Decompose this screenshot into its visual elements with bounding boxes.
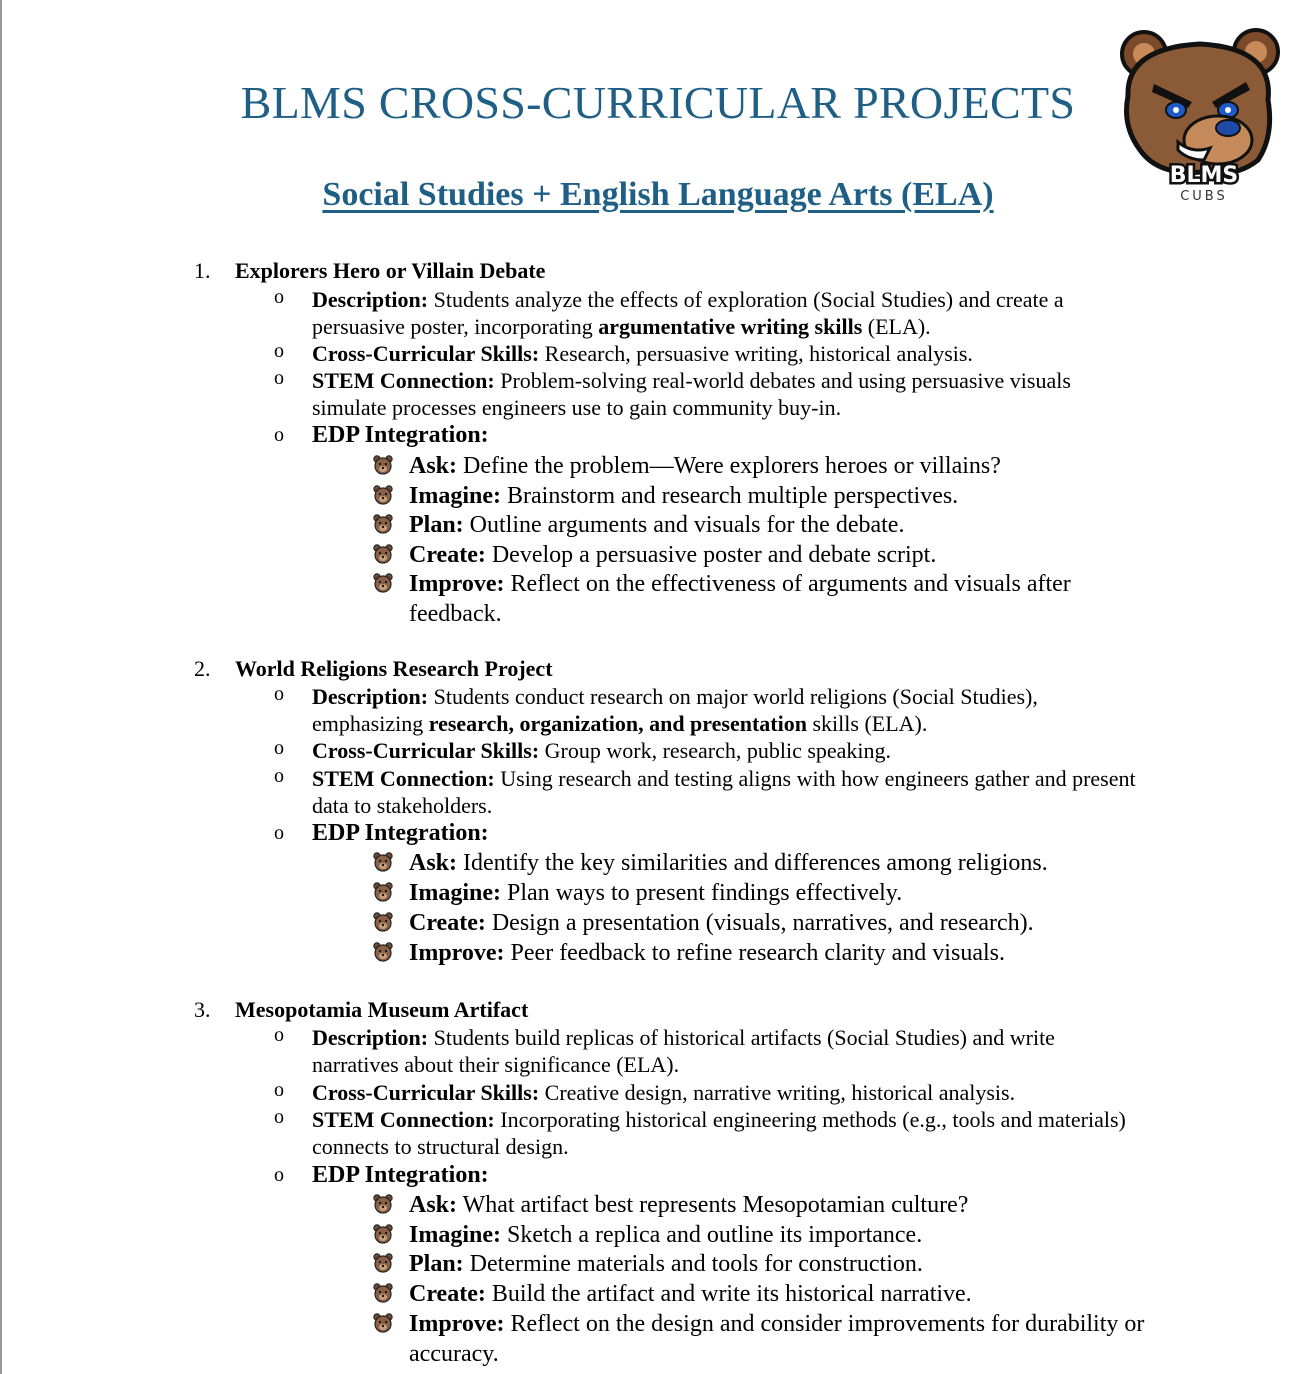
logo-name: BLMS — [1169, 163, 1239, 188]
bear-bullet-icon — [373, 1253, 393, 1273]
bear-bullet-icon — [373, 1313, 393, 1333]
bullet-icon: o — [274, 286, 284, 308]
bear-bullet-icon — [373, 485, 393, 505]
bullet-icon: o — [274, 1024, 284, 1046]
project-number: 3. — [194, 997, 211, 1022]
edp-integration-label: EDP Integration: — [312, 820, 489, 846]
project-stem-connection: STEM Connection: Problem-solving real-world debates and using persuasive visuals simulate processes engineers use to gain community buy-in. — [312, 368, 1071, 420]
project-title: World Religions Research Project — [235, 656, 553, 681]
project-skills: Cross-Curricular Skills: Research, persuasive writing, historical analysis. — [312, 341, 973, 366]
edp-step: Improve: Peer feedback to refine research clarity and visuals. — [409, 940, 1005, 966]
bear-bullet-icon — [373, 882, 393, 902]
project-skills: Cross-Curricular Skills: Group work, research, public speaking. — [312, 738, 892, 763]
bullet-icon: o — [274, 424, 284, 446]
edp-step: Ask: Define the problem—Were explorers heroes or villains? — [409, 453, 1001, 479]
bullet-icon: o — [274, 367, 284, 389]
bear-mascot-icon — [1118, 26, 1288, 206]
bullet-icon: o — [274, 765, 284, 787]
edp-step: Create: Develop a persuasive poster and debate script. — [409, 542, 937, 568]
edp-step: Improve: Reflect on the design and consider improvements for durability or accuracy. — [409, 1311, 1145, 1367]
bullet-icon: o — [274, 1106, 284, 1128]
bullet-icon: o — [274, 1079, 284, 1101]
page-title: BLMS CROSS-CURRICULAR PROJECTS — [240, 77, 1076, 128]
bear-bullet-icon — [373, 852, 393, 872]
bear-bullet-icon — [373, 912, 393, 932]
edp-step: Ask: Identify the key similarities and differences among religions. — [409, 850, 1048, 876]
edp-integration-label: EDP Integration: — [312, 422, 489, 448]
edp-integration-label: EDP Integration: — [312, 1162, 489, 1188]
edp-step: Imagine: Plan ways to present findings effectively. — [409, 880, 903, 906]
project-description: Description: Students build replicas of historical artifacts (Social Studies) and write narratives about their significance (ELA). — [312, 1025, 1055, 1077]
project-title: Mesopotamia Museum Artifact — [235, 997, 529, 1022]
project-stem-connection: STEM Connection: Using research and testing aligns with how engineers gather and present data to stakeholders. — [312, 766, 1136, 818]
bear-bullet-icon — [373, 1194, 393, 1214]
bear-bullet-icon — [373, 1283, 393, 1303]
bear-bullet-icon — [373, 573, 393, 593]
bear-bullet-icon — [373, 1224, 393, 1244]
edp-step: Plan: Determine materials and tools for construction. — [409, 1251, 923, 1277]
edp-step: Improve: Reflect on the effectiveness of arguments and visuals after feedback. — [409, 571, 1071, 627]
bullet-icon: o — [274, 1164, 284, 1186]
edp-step: Create: Build the artifact and write its historical narrative. — [409, 1281, 972, 1307]
edp-step: Imagine: Sketch a replica and outline its importance. — [409, 1222, 923, 1248]
project-stem-connection: STEM Connection: Incorporating historical engineering methods (e.g., tools and materials) connects to structural design. — [312, 1107, 1126, 1159]
project-skills: Cross-Curricular Skills: Creative design, narrative writing, historical analysis. — [312, 1080, 1016, 1105]
edp-step: Ask: What artifact best represents Mesopotamian culture? — [409, 1192, 969, 1218]
bear-bullet-icon — [373, 455, 393, 475]
bear-bullet-icon — [373, 514, 393, 534]
bullet-icon: o — [274, 340, 284, 362]
edp-step: Imagine: Brainstorm and research multiple perspectives. — [409, 483, 959, 509]
logo-sub: CUBS — [1180, 189, 1228, 204]
project-title: Explorers Hero or Villain Debate — [235, 258, 546, 283]
bullet-icon: o — [274, 683, 284, 705]
bullet-icon: o — [274, 822, 284, 844]
bear-bullet-icon — [373, 942, 393, 962]
project-number: 1. — [194, 258, 211, 283]
bear-bullet-icon — [373, 544, 393, 564]
project-number: 2. — [194, 656, 211, 681]
page-subtitle: Social Studies + English Language Arts (ELA) — [322, 176, 994, 213]
project-description: Description: Students analyze the effects of exploration (Social Studies) and create a persuasive poster, incorporating argumentative writing skills (ELA). — [312, 287, 1064, 339]
bullet-icon: o — [274, 737, 284, 759]
edp-step: Plan: Outline arguments and visuals for the debate. — [409, 512, 905, 538]
edp-step: Create: Design a presentation (visuals, narratives, and research). — [409, 910, 1034, 936]
project-description: Description: Students conduct research on major world religions (Social Studies), emphasizing research, organization, and presentation skills (ELA). — [312, 684, 1038, 736]
